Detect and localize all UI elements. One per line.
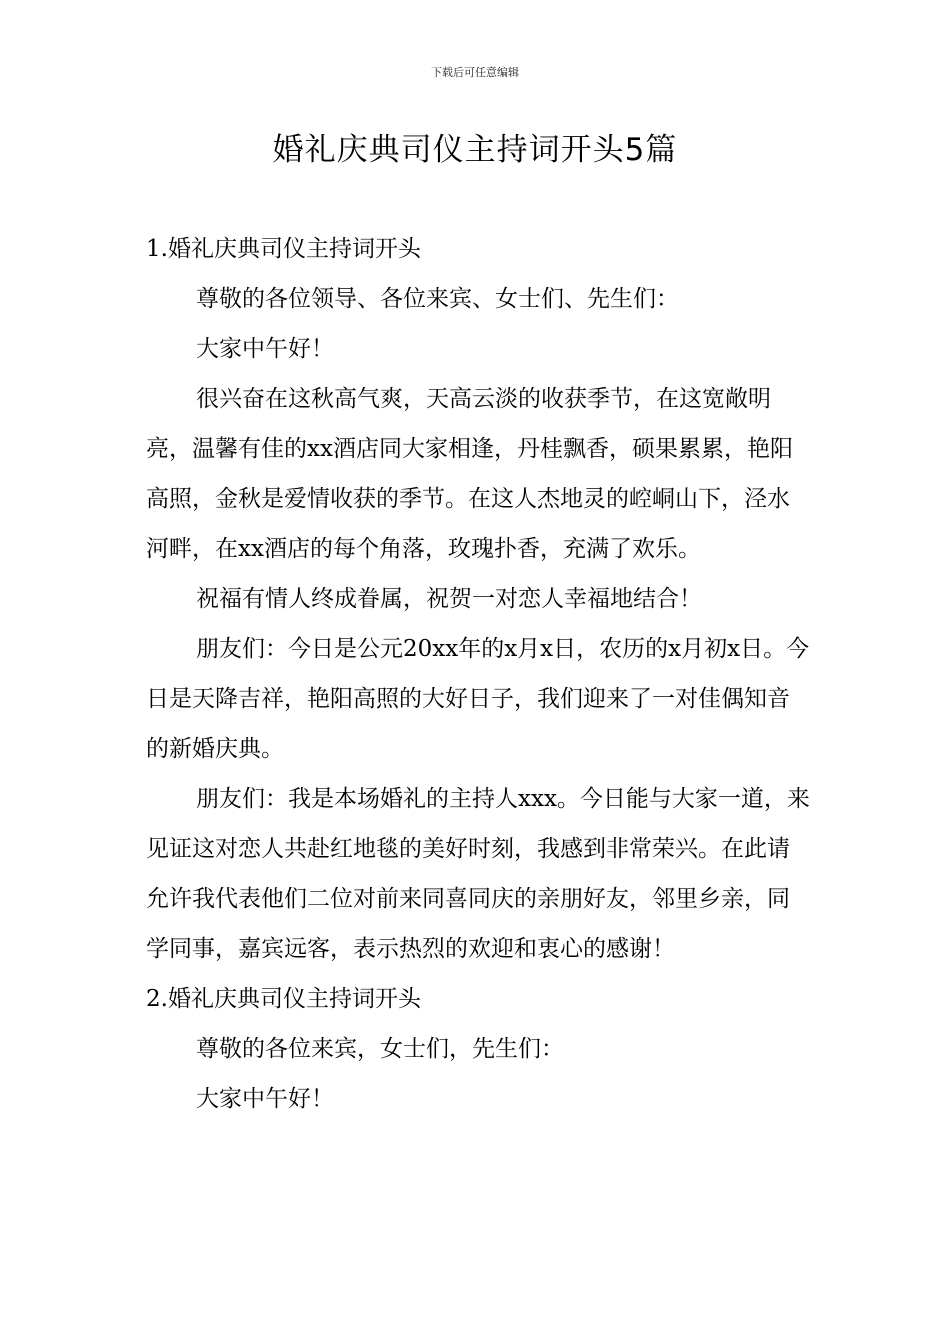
document-body [146,224,810,1124]
section-1 [146,224,810,974]
paragraph: 祝福有情人终成眷属，祝贺一对恋人幸福地结合！ [196,586,702,612]
header-note: 下载后可任意编辑 [431,66,519,79]
section-heading: 2.婚礼庆典司仪主持词开头 [146,986,421,1012]
paragraph: 尊敬的各位领导、各位来宾、女士们、先生们： [196,286,679,312]
section-2 [146,974,810,1124]
paragraph: 大家中午好！ [196,1086,334,1112]
paragraph: 朋友们：我是本场婚礼的主持人xxx。今日能与大家一道，来见证这对恋人共赴红地毯的美好时刻，我感到非常荣兴。在此请允许我代表他们二位对前来同喜同庆的亲朋好友，邻里乡亲，同学同事，嘉宾远客，表示热烈的欢迎和衷心的感谢！ [146,786,810,962]
paragraph: 大家中午好！ [196,336,334,362]
paragraph: 尊敬的各位来宾，女士们，先生们： [196,1036,564,1062]
document-title: 婚礼庆典司仪主持词开头5篇 [272,132,678,168]
section-heading: 1.婚礼庆典司仪主持词开头 [146,236,421,262]
paragraph: 朋友们：今日是公元20xx年的x月x日，农历的x月初x日。今日是天降吉祥，艳阳高照的大好日子，我们迎来了一对佳偶知音的新婚庆典。 [146,636,810,762]
paragraph: 很兴奋在这秋高气爽，天高云淡的收获季节，在这宽敞明亮，温馨有佳的xx酒店同大家相逢，丹桂飘香，硕果累累，艳阳高照，金秋是爱情收获的季节。在这人杰地灵的崆峒山下，泾水河畔，在xx酒店的每个角落，玫瑰扑香，充满了欢乐。 [146,386,793,562]
